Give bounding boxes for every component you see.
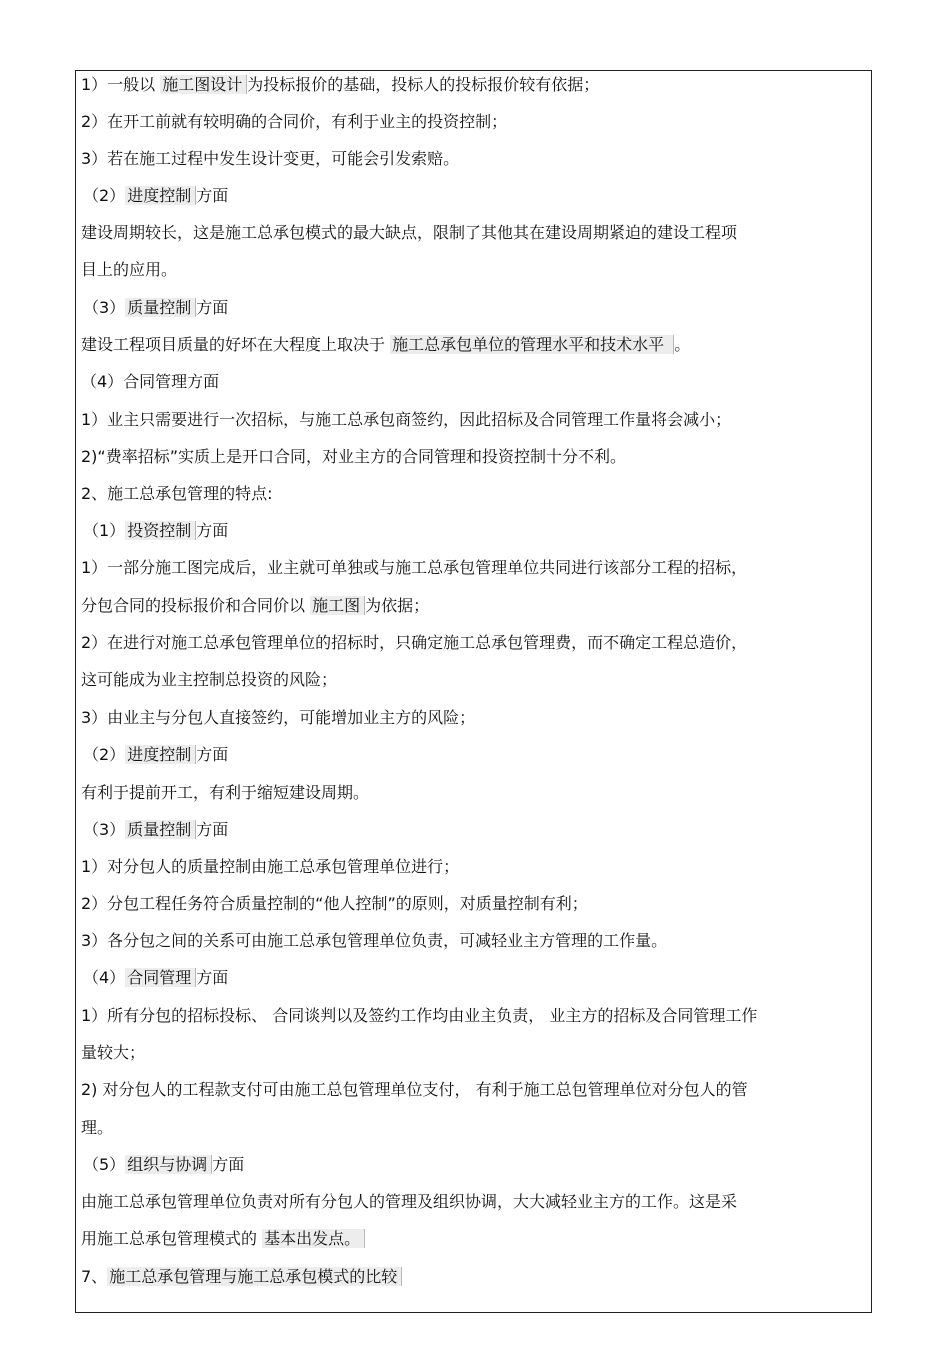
highlighted-term: 进度控制 [125,186,196,205]
text-line: 1）所有分包的招标投标、 合同谈判以及签约工作均由业主负责， 业主方的招标及合同管理工作 [81,1006,758,1025]
line-suffix: 为依据； [365,596,430,615]
line-prefix: 建设工程项目质量的好坏在大程度上取决于 [81,335,391,354]
highlighted-term: 合同管理 [125,968,196,987]
line-suffix: 。 [674,335,691,354]
line-prefix: 用施工总承包管理模式的 [81,1229,263,1248]
text-line: 目上的应用。 [81,260,178,279]
text-line: 2) 对分包人的工程款支付可由施工总包管理单位支付， 有利于施工总包管理单位对分包人的管 [81,1080,748,1099]
line-prefix: （5） [83,1155,126,1174]
line-prefix: （2） [83,745,126,764]
line-suffix: 方面 [196,298,229,317]
line-suffix: 为投标报价的基础，投标人的投标报价较有依据； [247,75,600,94]
line-prefix: 7、 [81,1267,108,1286]
highlighted-term: 质量控制 [125,298,196,317]
text-line: 2）在开工前就有较明确的合同价，有利于业主的投资控制； [81,112,508,131]
line-prefix: （3） [83,820,126,839]
text-line [81,596,429,616]
text-line: （4）合同管理方面 [81,372,220,391]
text-line [81,75,599,95]
line-suffix: 方面 [196,186,229,205]
text-line: 有利于提前开工，有利于缩短建设周期。 [81,783,370,802]
highlighted-term: 基本出发点。 [262,1229,365,1248]
text-line [81,1229,365,1249]
text-line: 1）业主只需要进行一次招标，与施工总承包商签约，因此招标及合同管理工作量将会减小； [81,410,732,429]
highlighted-term: 施工总承包单位的管理水平和技术水平 [390,335,674,354]
line-suffix: 方面 [196,521,229,540]
text-line [83,521,228,541]
document-frame [75,70,872,1313]
text-line: 2）分包工程任务符合质量控制的“他人控制”的原则，对质量控制有利； [81,894,588,913]
line-suffix: 方面 [196,820,229,839]
text-line: 由施工总承包管理单位负责对所有分包人的管理及组织协调，大大减轻业主方的工作。这是采 [81,1192,738,1211]
text-line: 这可能成为业主控制总投资的风险； [81,670,338,689]
text-line: 2）在进行对施工总承包管理单位的招标时，只确定施工总承包管理费，而不确定工程总造价， [81,633,748,652]
text-line: 3）若在施工过程中发生设计变更，可能会引发索赔。 [81,149,460,168]
line-prefix: （4） [83,968,126,987]
highlighted-term: 施工图设计 [160,75,247,94]
line-prefix: （2） [83,186,126,205]
text-line [81,1267,402,1287]
text-line: 3）各分包之间的关系可由施工总承包管理单位负责，可减轻业主方管理的工作量。 [81,931,668,950]
text-line: 1）对分包人的质量控制由施工总承包管理单位进行； [81,857,460,876]
line-suffix: 方面 [196,745,229,764]
text-line [83,968,228,988]
line-suffix: 方面 [196,968,229,987]
line-prefix: 分包合同的投标报价和合同价以 [81,596,311,615]
text-line: 1）一部分施工图完成后，业主就可单独或与施工总承包管理单位共同进行该部分工程的招标， [81,558,748,577]
highlighted-term: 组织与协调 [125,1155,212,1174]
text-line: 建设周期较长，这是施工总承包模式的最大缺点，限制了其他其在建设周期紧迫的建设工程项 [81,223,738,242]
text-line [83,1155,244,1175]
text-line [83,298,228,318]
highlighted-term: 进度控制 [125,745,196,764]
text-line: 3）由业主与分包人直接签约，可能增加业主方的风险； [81,708,476,727]
text-line [83,186,228,206]
line-prefix: （1） [83,521,126,540]
text-line [83,820,228,840]
highlighted-term: 投资控制 [125,521,196,540]
line-prefix: 1）一般以 [81,75,161,94]
text-line: 2)“费率招标”实质上是开口合同，对业主方的合同管理和投资控制十分不利。 [81,447,627,466]
text-line: 量较大； [81,1043,146,1062]
text-line [81,335,690,355]
line-prefix: （3） [83,298,126,317]
highlighted-term: 施工图 [310,596,365,615]
line-suffix: 方面 [212,1155,245,1174]
text-line: 理。 [81,1118,114,1137]
text-line [83,745,228,765]
highlighted-term: 质量控制 [125,820,196,839]
highlighted-term: 施工总承包管理与施工总承包模式的比较 [107,1267,402,1286]
text-line: 2、施工总承包管理的特点: [81,484,273,503]
